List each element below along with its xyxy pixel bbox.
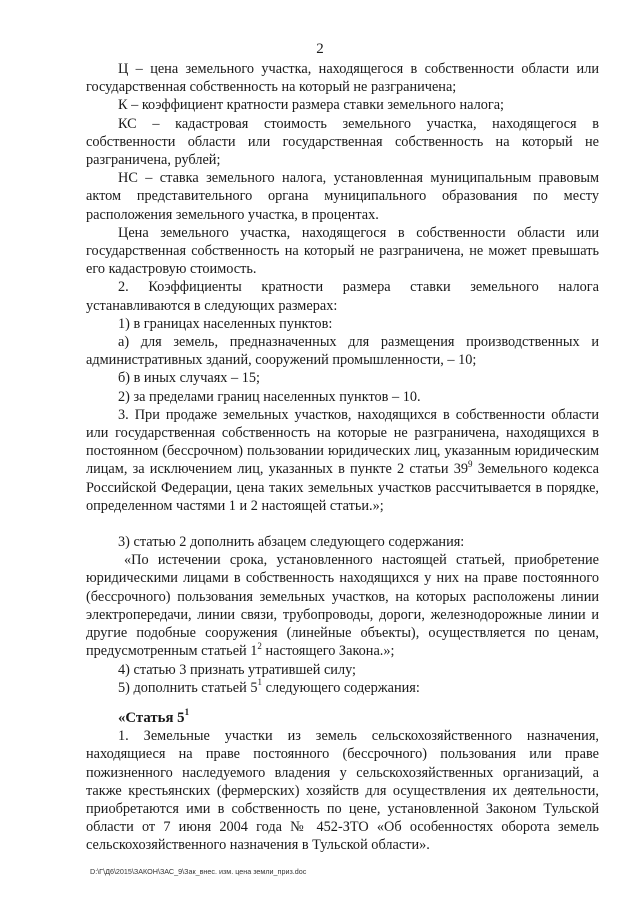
paragraph-quoted-addition xyxy=(86,551,599,660)
paragraph-in-settlements: 1) в границах населенных пунктов: xyxy=(118,315,333,332)
clause-3-text-b: Земельного кодекса Российской Федерации, цена таких земельных участков рассчитывается в порядке, определенном частями 1 и 2 настоящей статьи.»; xyxy=(86,461,599,514)
clause-3-text-a: 3. При продаже земельных участков, находящихся в собственности области или государственная собственность на которые не разграничена, находящихся в постоянном (бессрочном) пользовании юридических лиц, указанным юридическим лицам, за исключением лиц, указанных в пункте 2 статьи 39 xyxy=(86,406,599,478)
quoted-text-a: «По истечении срока, установленного настоящей статьей, приобретение юридическими лицами в собственность находящихся у них на праве постоянного (бессрочного) пользования земельных участков, на которых расположены линии электропередачи, линии связи, трубопроводы, дороги, железнодорожные линии и другие подобные сооружения (линейные объекты), осуществляется по ценам, предусмотренным статьей 1 xyxy=(86,552,599,660)
article-heading xyxy=(86,706,599,727)
article-heading-text: «Статья 5 xyxy=(118,709,185,726)
quoted-text-b: настоящего Закона.»; xyxy=(261,643,395,660)
paragraph-industrial: а) для земель, предназначенных для размещения производственных и административных зданий, сооружений промышленности, – 10; xyxy=(86,334,599,369)
paragraph-cadastral: КС – кадастровая стоимость земельного участка, находящегося в собственности области или государственная собственность на который не разграничена, рублей; xyxy=(86,115,599,169)
file-path-footer: D:\Г\Д6\2015\ЗАКОН\ЗАС_9\Зак_внес. изм. цена земли_приз.doc xyxy=(90,867,307,876)
paragraph-add-article xyxy=(86,676,599,697)
paragraph-article-clause-1: 1. Земельные участки из земель сельскохозяйственного назначения, находящиеся на праве постоянного (бессрочного) пользования или праве пожизненного наследуемого владения у сельскохозяйственных организаций, а также крестьянских (фермерских) хозяйств для осуществления их деятельности, приобретаются ими в собственность по цене, установленной Законом Тульской области от 7 июня 2004 года № 452-ЗТО «Об особенностях оборота земель сельскохозяйственного назначения в Тульской области». xyxy=(86,728,599,854)
paragraph-clause-2: 2. Коэффициенты кратности размера ставки земельного налога устанавливаются в следующих размерах: xyxy=(86,279,599,314)
article-heading-superscript: 1 xyxy=(184,706,190,717)
paragraph-outside-settlements: 2) за пределами границ населенных пунктов – 10. xyxy=(118,388,421,405)
paragraph-price: Ц – цена земельного участка, находящегося в собственности области или государственная собственность на который не разграничена; xyxy=(86,61,599,96)
quoted-superscript: 2 xyxy=(257,640,262,651)
clause-3-superscript: 9 xyxy=(468,458,473,469)
add-article-text-b: следующего содержания: xyxy=(262,679,420,696)
spacer xyxy=(86,697,599,709)
paragraph-coefficient: К – коэффициент кратности размера ставки земельного налога; xyxy=(118,97,505,114)
paragraph-other-cases: б) в иных случаях – 15; xyxy=(118,370,261,387)
spacer xyxy=(86,515,599,533)
paragraph-repeal-article-3: 4) статью 3 признать утратившей силу; xyxy=(118,661,357,678)
paragraph-tax-rate: НС – ставка земельного налога, установленная муниципальным правовым актом представительного органа муниципального образования по месту расположения земельного участка, в процентах. xyxy=(86,170,599,223)
paragraph-amend-article-2: 3) статью 2 дополнить абзацем следующего содержания: xyxy=(118,534,465,551)
add-article-text-a: 5) дополнить статьей 5 xyxy=(118,679,258,696)
add-article-superscript: 1 xyxy=(257,676,263,687)
document-body xyxy=(86,60,599,855)
paragraph-price-limit: Цена земельного участка, находящегося в собственности области или государственная собственность на который не разграничена, не может превышать его кадастровую стоимость. xyxy=(86,224,599,278)
page-number: 2 xyxy=(316,41,324,57)
paragraph-clause-3 xyxy=(86,406,599,515)
